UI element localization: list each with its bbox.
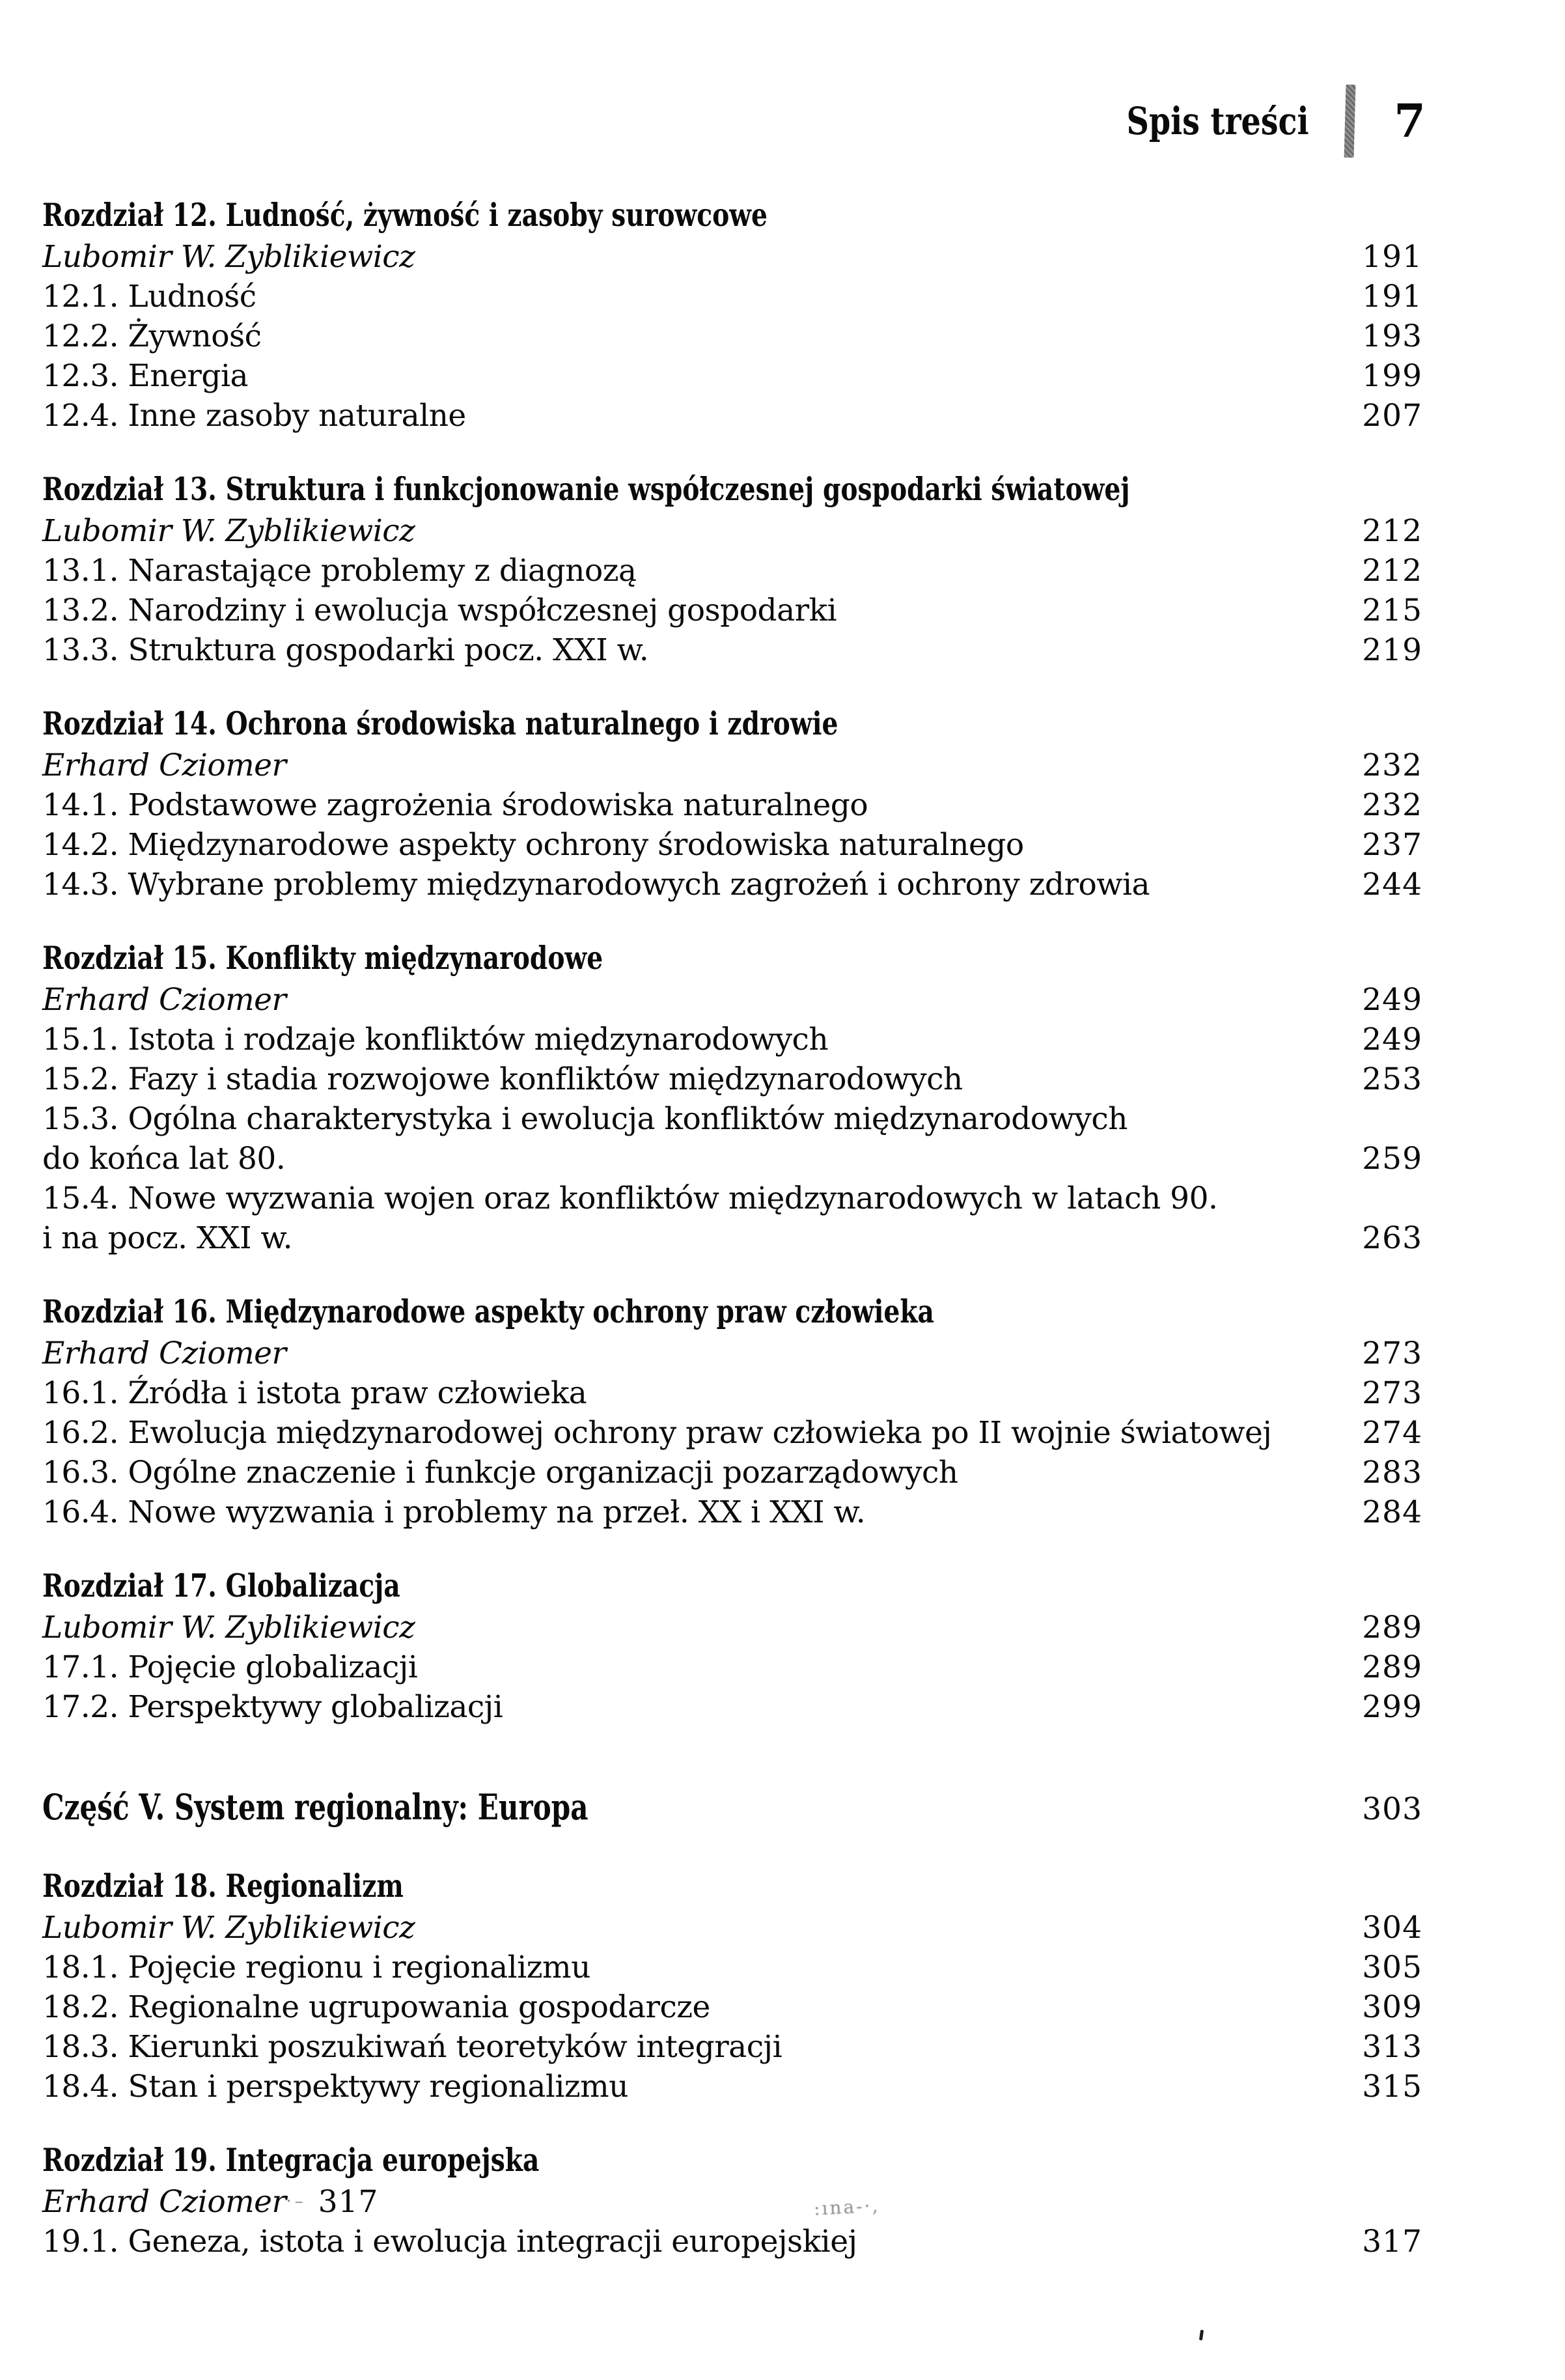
toc-item-label: 15.4. Nowe wyzwania wojen oraz konfliktów międzynarodowych w latach 90. <box>42 1181 1218 1216</box>
toc-row <box>42 1334 1422 1373</box>
toc-row-continuation <box>42 1218 1422 1258</box>
author-name: Erhard Cziomer <box>42 982 286 1018</box>
toc-item-label: 16.4. Nowe wyzwania i problemy na przeł. XX i XXI w. <box>42 1494 866 1530</box>
toc-item-label: 13.1. Narastające problemy z diagnozą <box>42 553 637 589</box>
chapter-heading <box>42 194 1422 236</box>
toc-item-label: 16.2. Ewolucja międzynarodowej ochrony praw człowieka po II wojnie światowej <box>42 1415 1272 1451</box>
chapter-heading-text: Rozdział 12. Ludność, żywność i zasoby surowcowe <box>42 196 768 234</box>
page-number: 7 <box>1394 94 1426 148</box>
scan-speck-artifact <box>1199 2330 1204 2341</box>
toc-row <box>42 1908 1422 1948</box>
chapter-heading <box>42 1865 1422 1907</box>
toc-item-page: 232 <box>1362 787 1422 823</box>
toc-item-label: 12.4. Inne zasoby naturalne <box>42 398 466 434</box>
toc-row <box>42 1179 1422 1218</box>
toc-row <box>42 1099 1422 1139</box>
toc-item-label: 17.2. Perspektywy globalizacji <box>42 1689 503 1725</box>
toc-item-page: 313 <box>1362 2029 1422 2065</box>
toc-row <box>42 237 1422 277</box>
part-heading-text: Część V. System regionalny: Europa <box>42 1786 589 1828</box>
toc-item-page: 317 <box>1362 2224 1422 2260</box>
header-divider-bar <box>1344 85 1356 158</box>
toc-item-label: 16.3. Ogólne znaczenie i funkcje organizacji pozarządowych <box>42 1455 958 1491</box>
toc-row <box>42 825 1422 865</box>
toc-item-page: 304 <box>1362 1910 1422 1946</box>
toc-item-page: 315 <box>1362 2069 1422 2105</box>
toc-item-page: 284 <box>1362 1494 1422 1530</box>
author-name: Lubomir W. Zyblikiewicz <box>42 1910 415 1946</box>
toc-item-page: 274 <box>1362 1415 1422 1451</box>
toc-item-page: 212 <box>1362 513 1422 549</box>
toc-item-page: 289 <box>1362 1649 1422 1685</box>
toc-item-label: 14.3. Wybrane problemy międzynarodowych zagrożeń i ochrony zdrowia <box>42 867 1150 903</box>
page-header <box>1087 85 1426 158</box>
toc-item-page: 253 <box>1362 1061 1422 1097</box>
toc-item-page: 215 <box>1362 593 1422 628</box>
toc-item-page: 244 <box>1362 867 1422 903</box>
section-chapter-13 <box>42 468 1422 670</box>
toc-item-label: 12.2. Żywność <box>42 318 262 354</box>
toc-item-page: 283 <box>1362 1455 1422 1491</box>
toc-item-page: 199 <box>1362 358 1422 394</box>
section-chapter-17 <box>42 1565 1422 1727</box>
section-chapter-12 <box>42 194 1422 436</box>
toc-row <box>42 2222 1422 2261</box>
chapter-heading <box>42 1291 1422 1332</box>
toc-row <box>42 1059 1422 1099</box>
section-chapter-18 <box>42 1865 1422 2107</box>
chapter-heading <box>42 468 1422 510</box>
chapter-heading-text: Rozdział 14. Ochrona środowiska naturalnego i zdrowie <box>42 705 838 742</box>
toc-item-label: 18.3. Kierunki poszukiwań teoretyków integracji <box>42 2029 782 2065</box>
toc-row <box>42 1413 1422 1453</box>
toc-item-label: 18.2. Regionalne ugrupowania gospodarcze <box>42 1989 710 2025</box>
toc-item-page: 193 <box>1362 318 1422 354</box>
toc-row <box>42 2067 1422 2107</box>
scan-smudge-artifact: :ına-·, <box>813 2194 881 2220</box>
author-name: Erhard Cziomer <box>42 748 286 783</box>
toc-row <box>42 1948 1422 1987</box>
toc-item-label: 15.1. Istota i rodzaje konfliktów międzynarodowych <box>42 1022 829 1057</box>
chapter-heading <box>42 703 1422 744</box>
toc-row-continuation <box>42 1139 1422 1179</box>
toc-row <box>42 1987 1422 2027</box>
toc-item-page: 249 <box>1362 1022 1422 1057</box>
toc-item-page: 219 <box>1362 632 1422 668</box>
chapter-heading <box>42 1565 1422 1606</box>
toc-item-page: 273 <box>1362 1336 1422 1371</box>
author-name: Erhard Cziomer <box>42 2184 286 2220</box>
toc-item-label: 14.2. Międzynarodowe aspekty ochrony środowiska naturalnego <box>42 827 1024 863</box>
toc-row <box>42 591 1422 630</box>
author-name: Lubomir W. Zyblikiewicz <box>42 1610 415 1645</box>
toc-row <box>42 396 1422 436</box>
page-title: Spis treści <box>1126 99 1309 143</box>
toc-item-page: 237 <box>1362 827 1422 863</box>
chapter-heading-text: Rozdział 17. Globalizacja <box>42 1567 400 1604</box>
chapter-heading-text: Rozdział 19. Integracja europejska <box>42 2141 540 2179</box>
toc-item-label: 13.3. Struktura gospodarki pocz. XXI w. <box>42 632 649 668</box>
toc-item-label: do końca lat 80. <box>42 1141 286 1177</box>
toc-item-label: 18.4. Stan i perspektywy regionalizmu <box>42 2069 628 2105</box>
toc-item-page: 317 <box>318 2184 379 2220</box>
author-name: Lubomir W. Zyblikiewicz <box>42 239 415 275</box>
chapter-heading-text: Rozdział 15. Konflikty międzynarodowe <box>42 939 603 977</box>
toc-row <box>42 1373 1422 1413</box>
toc-item-label: 12.3. Energia <box>42 358 249 394</box>
toc-row <box>42 865 1422 904</box>
toc-row <box>42 1492 1422 1532</box>
toc-row <box>42 785 1422 825</box>
toc-row <box>42 2182 1422 2222</box>
toc-item-label: 19.1. Geneza, istota i ewolucja integracji europejskiej <box>42 2224 857 2260</box>
toc-item-page: 259 <box>1362 1141 1422 1177</box>
toc-item-page: 305 <box>1362 1950 1422 1985</box>
toc-row <box>42 1687 1422 1727</box>
chapter-heading <box>42 937 1422 979</box>
toc-item-page: 212 <box>1362 553 1422 589</box>
toc-row <box>42 630 1422 670</box>
section-chapter-16 <box>42 1291 1422 1532</box>
toc-row <box>42 511 1422 551</box>
toc-item-label: 17.1. Pojęcie globalizacji <box>42 1649 418 1685</box>
chapter-heading-text: Rozdział 18. Regionalizm <box>42 1867 404 1905</box>
chapter-heading-text: Rozdział 13. Struktura i funkcjonowanie współczesnej gospodarki światowej <box>42 470 1130 508</box>
toc-item-page: 273 <box>1362 1375 1422 1411</box>
toc-row <box>42 1647 1422 1687</box>
toc-item-label: 14.1. Podstawowe zagrożenia środowiska naturalnego <box>42 787 868 823</box>
toc-item-label: 15.2. Fazy i stadia rozwojowe konfliktów międzynarodowych <box>42 1061 963 1097</box>
toc-row <box>42 277 1422 316</box>
toc-item-label: 12.1. Ludność <box>42 279 256 315</box>
part-page: 303 <box>1362 1791 1422 1827</box>
section-chapter-15 <box>42 937 1422 1258</box>
toc-row <box>42 1453 1422 1492</box>
toc-item-label: 16.1. Źródła i istota praw człowieka <box>42 1375 587 1411</box>
toc-row <box>42 356 1422 396</box>
section-chapter-19 <box>42 2139 1422 2261</box>
toc-item-label: 13.2. Narodziny i ewolucja współczesnej gospodarki <box>42 593 837 628</box>
toc-item-page: 299 <box>1362 1689 1422 1725</box>
author-name: Lubomir W. Zyblikiewicz <box>42 513 415 549</box>
toc-item-page: 191 <box>1362 279 1422 315</box>
toc-item-page: 263 <box>1362 1220 1422 1256</box>
scan-dots-artifact: ·– <box>286 2192 307 2211</box>
toc-item-page: 232 <box>1362 748 1422 783</box>
toc-item-page: 309 <box>1362 1989 1422 2025</box>
chapter-heading-text: Rozdział 16. Międzynarodowe aspekty ochrony praw człowieka <box>42 1293 934 1330</box>
toc-item-label: 18.1. Pojęcie regionu i regionalizmu <box>42 1950 590 1985</box>
toc-item-label: i na pocz. XXI w. <box>42 1220 293 1256</box>
toc-row <box>42 1020 1422 1059</box>
author-name: Erhard Cziomer <box>42 1336 286 1371</box>
part-heading-row <box>42 1784 1422 1832</box>
toc-item-page: 207 <box>1362 398 1422 434</box>
toc-row <box>42 551 1422 591</box>
toc-item-page: 249 <box>1362 982 1422 1018</box>
toc-item-label: 15.3. Ogólna charakterystyka i ewolucja konfliktów międzynarodowych <box>42 1101 1128 1137</box>
toc-row <box>42 2027 1422 2067</box>
toc-item-page: 289 <box>1362 1610 1422 1645</box>
toc-item-page: 191 <box>1362 239 1422 275</box>
toc-row <box>42 980 1422 1020</box>
toc-row <box>42 316 1422 356</box>
toc-row <box>42 1608 1422 1647</box>
chapter-heading <box>42 2139 1422 2181</box>
section-chapter-14 <box>42 703 1422 904</box>
toc-content <box>42 194 1422 2261</box>
toc-row <box>42 746 1422 785</box>
